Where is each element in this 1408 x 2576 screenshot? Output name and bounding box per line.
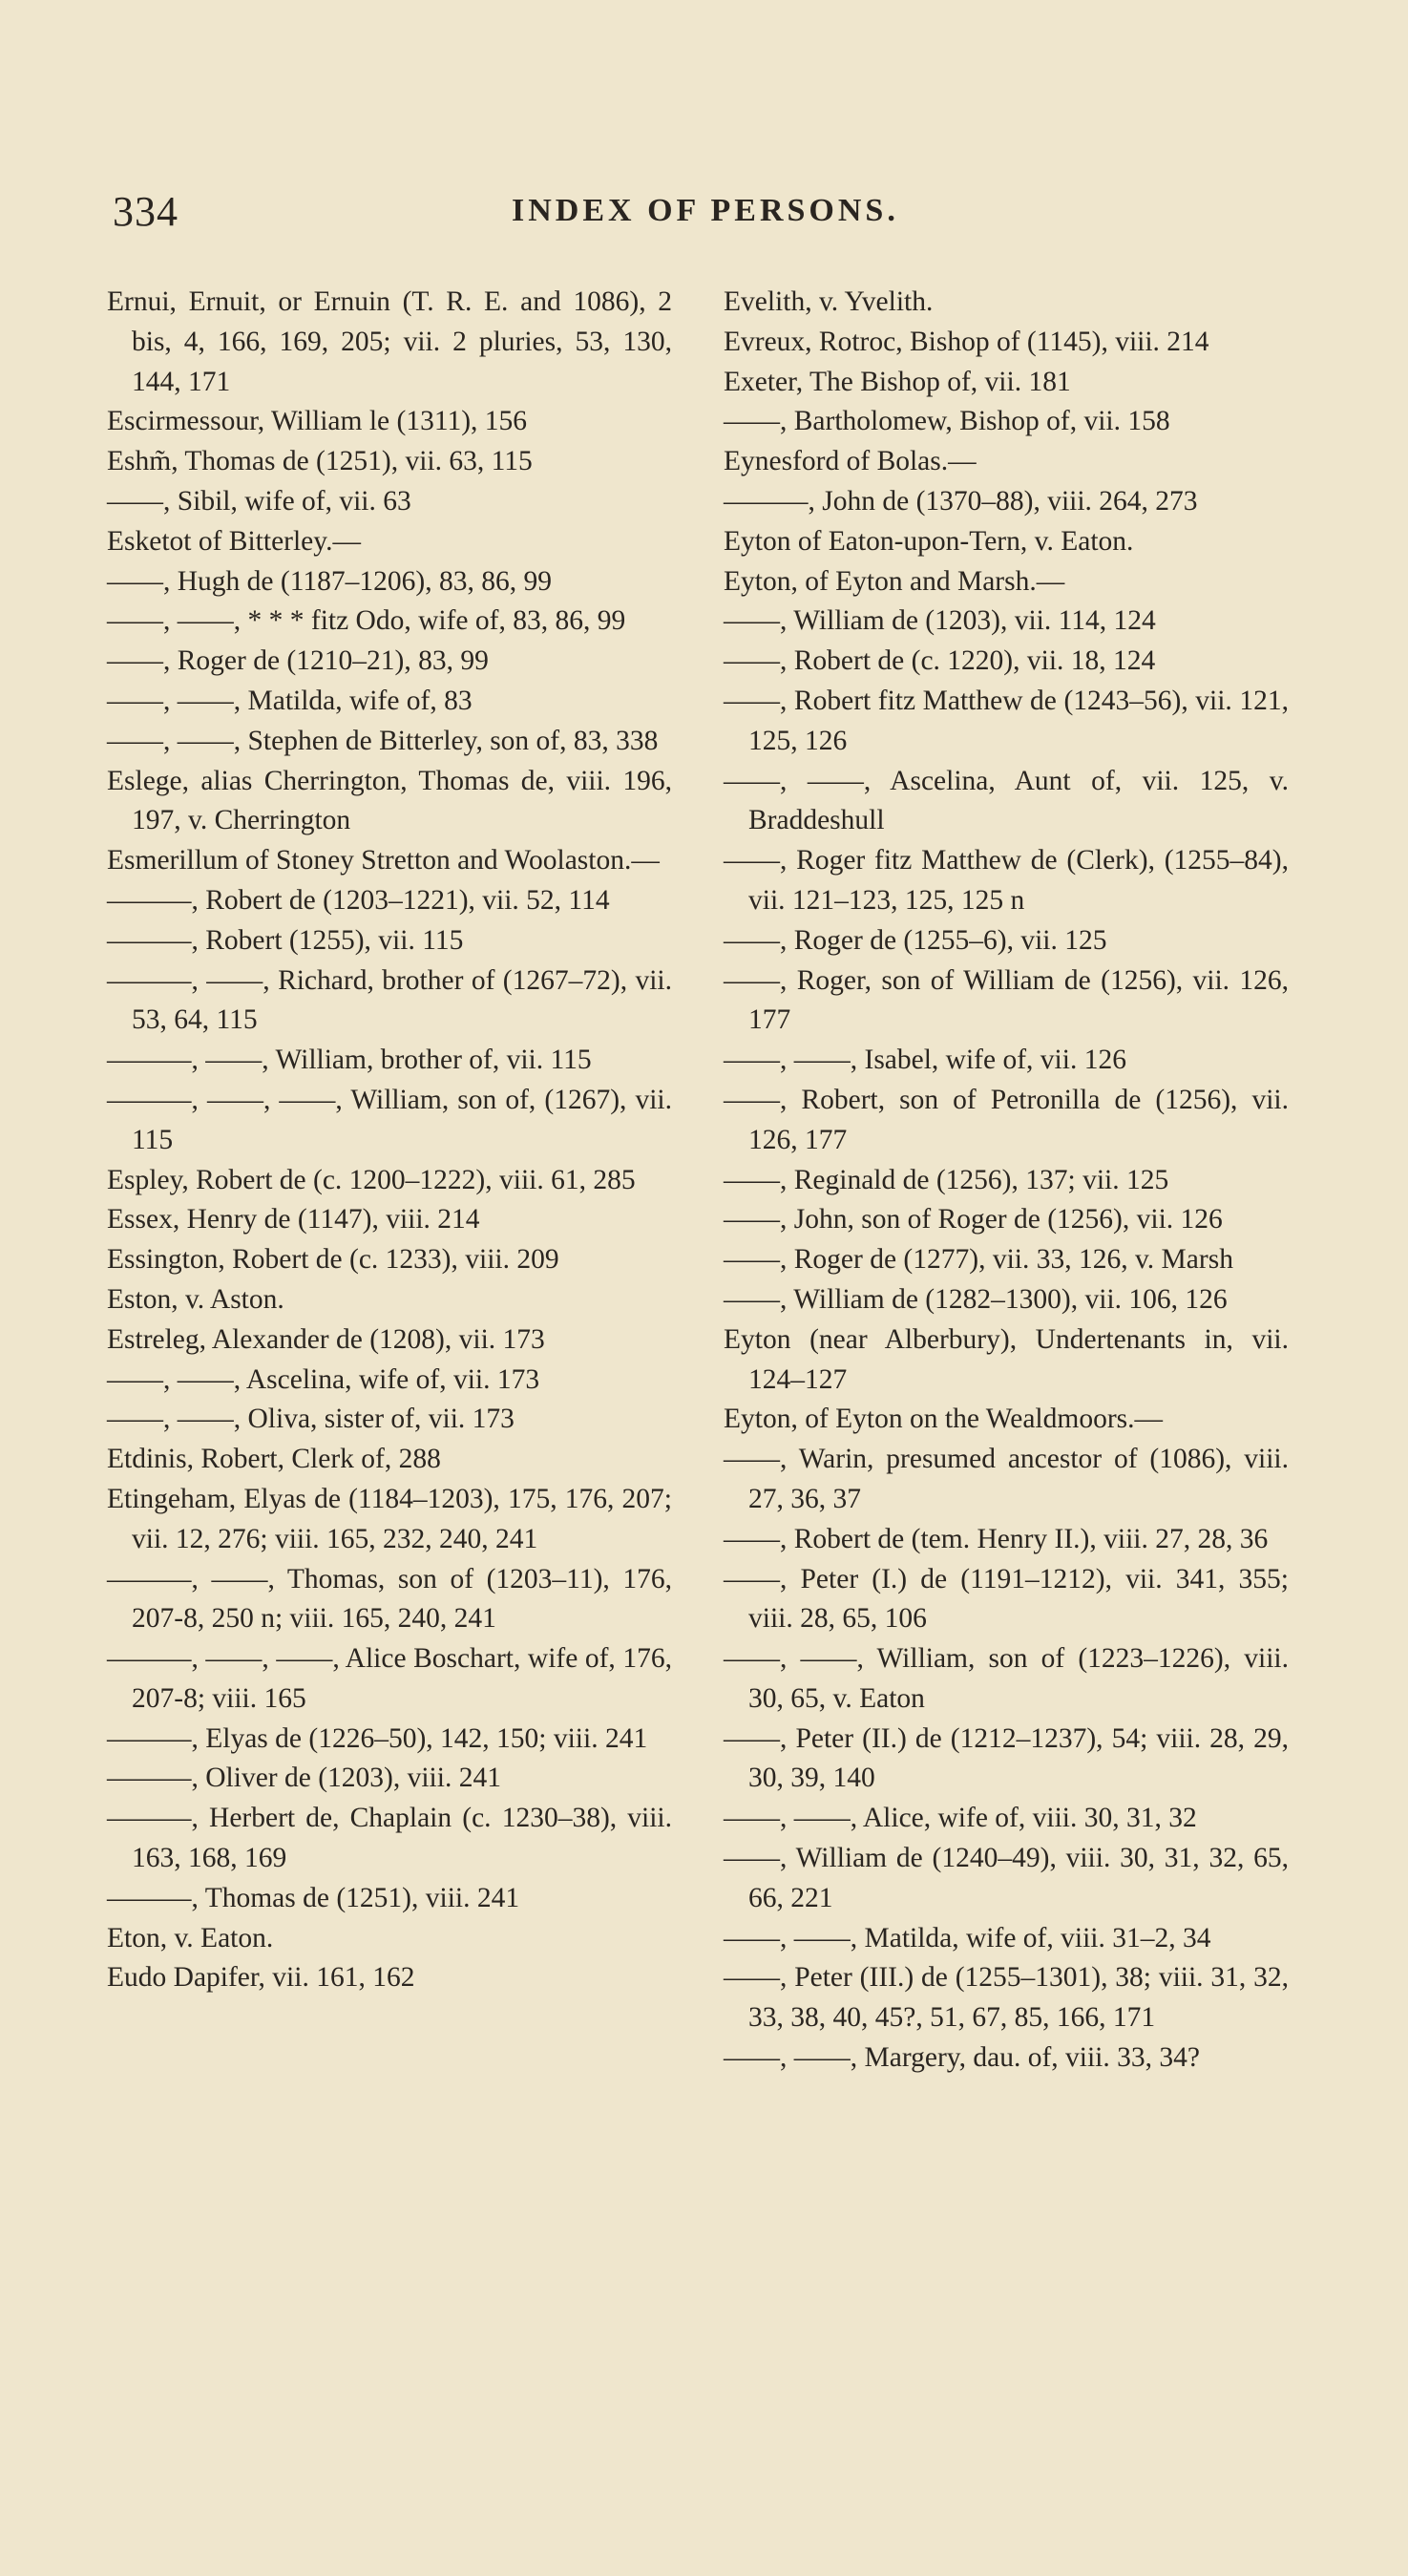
index-entry: ——, Roger de (1210–21), 83, 99 (107, 645, 489, 677)
index-entry: ———, John de (1370–88), viii. 264, 273 (724, 485, 1198, 517)
index-entry: Eyton (near Alberbury), Undertenants in, vii. 124–127 (724, 1323, 1289, 1395)
right-index-column (724, 283, 1289, 2079)
index-entry: ———, Elyas de (1226–50), 142, 150; viii. 241 (107, 1722, 648, 1754)
index-entry: Esketot of Bitterley.— (107, 525, 361, 557)
index-entry: Eyton, of Eyton and Marsh.— (724, 565, 1065, 597)
index-entry: Essex, Henry de (1147), viii. 214 (107, 1204, 480, 1235)
index-entry: ——, Robert de (c. 1220), vii. 18, 124 (724, 645, 1156, 677)
index-entry: ——, Roger, son of William de (1256), vii. 126, 177 (724, 964, 1289, 1036)
index-entry: Eudo Dapifer, vii. 161, 162 (107, 1962, 415, 1994)
index-entry: Evelith, v. Yvelith. (724, 286, 934, 317)
index-entry: ——, ——, Stephen de Bitterley, son of, 83, 338 (107, 725, 659, 756)
index-entry: ——, Roger de (1277), vii. 33, 126, v. Marsh (724, 1244, 1233, 1276)
index-entry: Estreleg, Alexander de (1208), vii. 173 (107, 1323, 545, 1355)
index-entry: Etingeham, Elyas de (1184–1203), 175, 176, 207; vii. 12, 276; viii. 165, 232, 240, 241 (107, 1483, 672, 1554)
index-entry: ———, ——, William, brother of, vii. 115 (107, 1045, 592, 1076)
index-entry: ——, Robert de (tem. Henry II.), viii. 27, 28, 36 (724, 1523, 1269, 1554)
index-entry: ——, ——, Oliva, sister of, vii. 173 (107, 1404, 515, 1435)
index-entry: ——, ——, * * * fitz Odo, wife of, 83, 86, 99 (107, 605, 626, 637)
index-entry: ——, Peter (I.) de (1191–1212), vii. 341, 355; viii. 28, 65, 106 (724, 1563, 1289, 1635)
index-entry: ——, Peter (III.) de (1255–1301), 38; viii. 31, 32, 33, 38, 40, 45?, 51, 67, 85, 166, 171 (724, 1962, 1289, 2034)
index-entry: Eton, v. Eaton. (107, 1922, 274, 1953)
index-entry: ——, William de (1240–49), viii. 30, 31, 32, 65, 66, 221 (724, 1843, 1289, 1913)
page-number: 334 (113, 188, 179, 235)
index-entry: Esmerillum of Stoney Stretton and Woolaston.— (107, 845, 660, 876)
index-entry: ——, Peter (II.) de (1212–1237), 54; viii. 28, 29, 30, 39, 140 (724, 1722, 1289, 1794)
index-entry: Essington, Robert de (c. 1233), viii. 209 (107, 1244, 559, 1276)
index-entry: ———, ——, Thomas, son of (1203–11), 176, 207-8, 250 n; viii. 165, 240, 241 (107, 1563, 672, 1635)
index-entry: Exeter, The Bishop of, vii. 181 (724, 366, 1071, 397)
index-entry: Ernui, Ernuit, or Ernuin (T. R. E. and 1086), 2 bis, 4, 166, 169, 205; vii. 2 pluries, 53, 130, 144, 171 (107, 286, 672, 397)
index-entry: ——, ——, Alice, wife of, viii. 30, 31, 32 (724, 1803, 1197, 1834)
index-entry: ———, Robert de (1203–1221), vii. 52, 114 (107, 884, 610, 916)
index-entry: ———, Thomas de (1251), viii. 241 (107, 1882, 520, 1913)
index-entry: Evreux, Rotroc, Bishop of (1145), viii. 214 (724, 326, 1209, 357)
index-entry: ——, ——, Margery, dau. of, viii. 33, 34? (724, 2042, 1200, 2074)
index-entry: Escirmessour, William le (1311), 156 (107, 406, 528, 437)
index-entry: ——, ——, William, son of (1223–1226), viii. 30, 65, v. Eaton (724, 1643, 1289, 1714)
index-entry: ———, Herbert de, Chaplain (c. 1230–38), viii. 163, 168, 169 (107, 1803, 672, 1874)
index-entry: Eshm̃, Thomas de (1251), vii. 63, 115 (107, 446, 533, 477)
index-entry: ——, Sibil, wife of, vii. 63 (107, 485, 411, 517)
index-entry: Etdinis, Robert, Clerk of, 288 (107, 1444, 441, 1475)
index-entry: ——, Robert fitz Matthew de (1243–56), vii. 121, 125, 126 (724, 685, 1289, 756)
index-entry: ———, ——, ——, Alice Boschart, wife of, 176, 207-8; viii. 165 (107, 1643, 672, 1714)
index-entry: ——, Robert, son of Petronilla de (1256), vii. 126, 177 (724, 1084, 1289, 1155)
index-entry: Eyton, of Eyton on the Wealdmoors.— (724, 1404, 1164, 1435)
index-entry: ——, William de (1282–1300), vii. 106, 126 (724, 1283, 1228, 1315)
index-entry: Espley, Robert de (c. 1200–1222), viii. 61, 285 (107, 1164, 636, 1195)
index-entry: ——, William de (1203), vii. 114, 124 (724, 605, 1156, 637)
page-header (113, 187, 1315, 244)
running-head: INDEX OF PERSONS. (512, 193, 899, 228)
index-entry: ——, ——, Isabel, wife of, vii. 126 (724, 1045, 1126, 1076)
index-entry: ——, ——, Matilda, wife of, 83 (107, 685, 473, 716)
index-entry: ——, Hugh de (1187–1206), 83, 86, 99 (107, 565, 552, 597)
index-entry: ——, Roger fitz Matthew de (Clerk), (1255–84), vii. 121–123, 125, 125 n (724, 845, 1289, 916)
index-entry: ——, Reginald de (1256), 137; vii. 125 (724, 1164, 1169, 1195)
index-entry: ———, ——, Richard, brother of (1267–72), vii. 53, 64, 115 (107, 964, 672, 1036)
index-entry: ——, ——, Ascelina, wife of, vii. 173 (107, 1363, 540, 1395)
index-entry: ——, Roger de (1255–6), vii. 125 (724, 924, 1107, 956)
index-entry: ——, John, son of Roger de (1256), vii. 126 (724, 1204, 1223, 1235)
index-entry: Eyton of Eaton-upon-Tern, v. Eaton. (724, 525, 1134, 557)
index-entry: Eynesford of Bolas.— (724, 446, 977, 477)
index-entry: ———, Robert (1255), vii. 115 (107, 924, 464, 956)
index-entry: ——, Bartholomew, Bishop of, vii. 158 (724, 406, 1170, 437)
index-entry: ———, Oliver de (1203), viii. 241 (107, 1763, 501, 1794)
index-entry: ——, ——, Ascelina, Aunt of, vii. 125, v. Braddeshull (724, 765, 1289, 836)
index-entry: ———, ——, ——, William, son of, (1267), vii. 115 (107, 1084, 672, 1155)
index-entry: ——, ——, Matilda, wife of, viii. 31–2, 34 (724, 1922, 1211, 1953)
index-entry: Eslege, alias Cherrington, Thomas de, viii. 196, 197, v. Cherrington (107, 765, 672, 836)
index-entry: Eston, v. Aston. (107, 1283, 284, 1315)
index-entry: ——, Warin, presumed ancestor of (1086), viii. 27, 36, 37 (724, 1444, 1289, 1514)
left-index-column (107, 283, 672, 1998)
